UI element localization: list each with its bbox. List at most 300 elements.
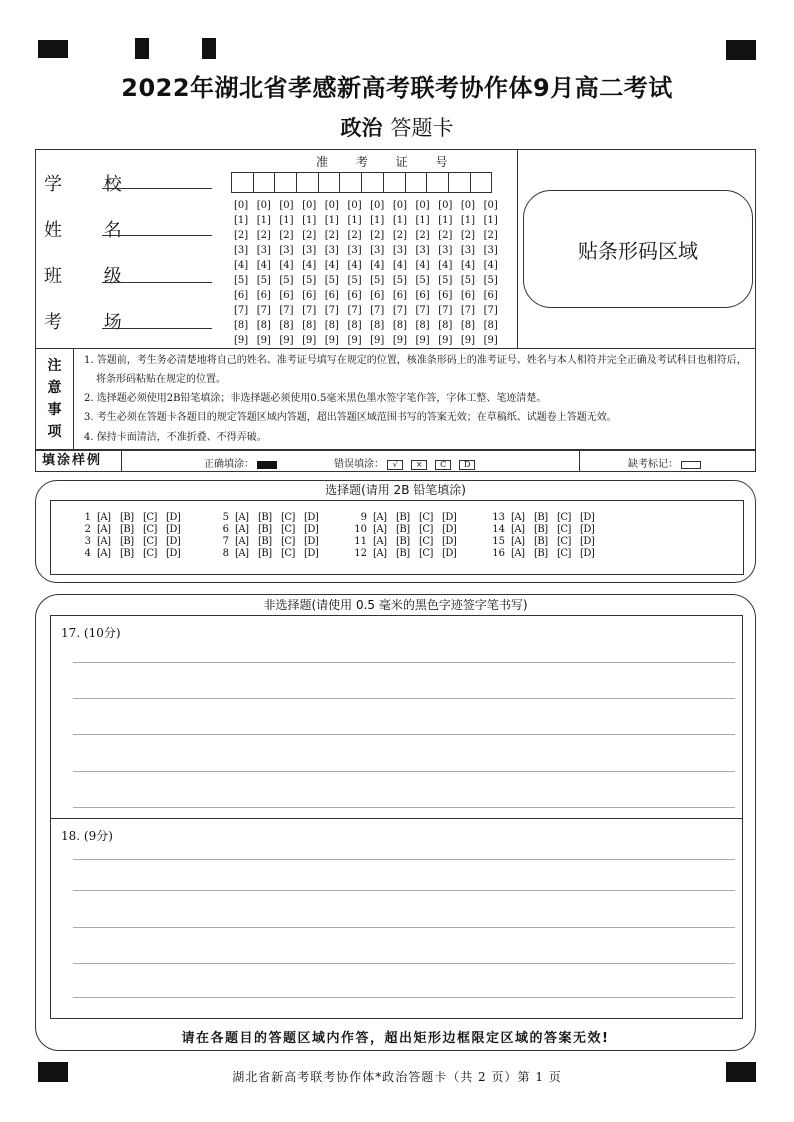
choice-question [71, 548, 209, 560]
choice-bubble[interactable]: [B] [258, 536, 272, 547]
question-number: 15 [492, 536, 505, 547]
digit-bubble[interactable]: [1] [302, 215, 317, 226]
digit-bubble[interactable]: [1] [460, 215, 476, 226]
digit-bubble[interactable]: [5] [460, 275, 476, 286]
choice-bubble[interactable]: [C] [419, 548, 433, 559]
choice-bubble[interactable]: [D] [166, 548, 181, 559]
digit-bubble[interactable]: [3] [347, 245, 362, 256]
choice-bubble[interactable]: [C] [557, 536, 571, 547]
exam-id-cell[interactable] [361, 172, 384, 193]
choice-bubble[interactable]: [B] [534, 524, 548, 535]
cross-mark-icon: × [411, 460, 427, 470]
question-number: 13 [492, 512, 505, 523]
digit-bubble[interactable]: [4] [483, 260, 498, 271]
digit-bubble[interactable]: [3] [392, 245, 407, 256]
choice-bubble[interactable]: [A] [97, 524, 111, 535]
choice-question [347, 536, 485, 548]
digit-bubble[interactable]: [7] [234, 305, 249, 316]
choice-bubble[interactable]: [C] [557, 548, 571, 559]
class-field[interactable] [102, 282, 212, 283]
choice-bubble[interactable]: [B] [396, 536, 410, 547]
choice-bubble[interactable]: [C] [281, 524, 295, 535]
question-number: 5 [222, 512, 229, 523]
note-item: 3. 考生必须在答题卡各题目的规定答题区域内答题，超出答题区域范围书写的答案无效；在草稿纸、试题卷上答题无效。 [84, 412, 617, 423]
exam-id-cells[interactable] [232, 172, 492, 193]
digit-row [234, 288, 506, 303]
half-mark-icon: D [459, 460, 475, 470]
check-mark-icon: √ [387, 460, 403, 470]
choice-bubble[interactable]: [B] [120, 512, 134, 523]
choice-question [71, 536, 209, 548]
correct-fill-sample [204, 455, 277, 470]
digit-bubble[interactable]: [3] [460, 245, 476, 256]
digit-bubble[interactable]: [4] [256, 260, 271, 271]
digit-bubble[interactable]: [9] [483, 335, 498, 346]
wrong-fill-sample [334, 455, 483, 470]
digit-bubble[interactable]: [2] [370, 230, 385, 241]
multiple-choice-section [35, 480, 756, 583]
choice-bubble[interactable]: [D] [166, 524, 181, 535]
digit-bubble[interactable]: [9] [438, 335, 453, 346]
digit-row [234, 303, 506, 318]
missing-mark-label: 缺考标记： [628, 459, 678, 470]
choice-bubble[interactable]: [C] [143, 536, 157, 547]
digit-bubble[interactable]: [4] [415, 260, 430, 271]
choice-bubble[interactable]: [A] [373, 548, 387, 559]
digit-bubble[interactable]: [9] [324, 335, 339, 346]
choice-question [485, 524, 623, 536]
choice-bubble[interactable]: [D] [304, 548, 319, 559]
digit-bubble[interactable]: [3] [324, 245, 339, 256]
digit-bubble[interactable]: [7] [302, 305, 317, 316]
digit-bubble[interactable]: [5] [370, 275, 385, 286]
digit-row [234, 243, 506, 258]
choice-bubble[interactable]: [D] [442, 512, 457, 523]
choice-bubble[interactable]: [D] [304, 536, 319, 547]
digit-bubble[interactable]: [3] [234, 245, 249, 256]
choice-bubble[interactable]: [C] [419, 524, 433, 535]
choice-row [71, 512, 623, 524]
exam-id-cell[interactable] [296, 172, 319, 193]
digit-row [234, 273, 506, 288]
choice-bubble[interactable]: [C] [281, 536, 295, 547]
question-18-area[interactable] [51, 819, 742, 1019]
choice-bubble[interactable]: [B] [120, 536, 134, 547]
exam-id-digit-grid[interactable] [234, 198, 506, 348]
notes-heading [36, 349, 74, 449]
choice-question [71, 524, 209, 536]
exam-id-cell[interactable] [405, 172, 428, 193]
choice-bubble[interactable]: [D] [442, 536, 457, 547]
digit-bubble[interactable]: [9] [460, 335, 476, 346]
digit-bubble[interactable]: [5] [279, 275, 294, 286]
digit-bubble[interactable]: [8] [347, 320, 362, 331]
digit-bubble[interactable]: [3] [438, 245, 453, 256]
positioning-mark [135, 38, 149, 59]
question-number: 14 [492, 524, 505, 535]
choice-question [485, 512, 623, 524]
choice-bubble[interactable]: [A] [511, 512, 525, 523]
note-item: 4. 保持卡面清洁，不准折叠、不得弄破。 [84, 432, 267, 443]
digit-bubble[interactable]: [0] [438, 200, 453, 211]
digit-bubble[interactable]: [5] [234, 275, 249, 286]
question-number: 6 [222, 524, 229, 535]
choice-bubble[interactable]: [B] [258, 548, 272, 559]
digit-row [234, 333, 506, 348]
digit-bubble[interactable]: [7] [415, 305, 430, 316]
digit-bubble[interactable]: [9] [370, 335, 385, 346]
barcode-area: 贴条形码区域 [523, 190, 753, 308]
digit-bubble[interactable]: [2] [324, 230, 339, 241]
answer-line [73, 698, 735, 699]
choice-bubble[interactable]: [D] [580, 524, 595, 535]
question-number: 7 [222, 536, 229, 547]
digit-bubble[interactable]: [2] [302, 230, 317, 241]
digit-bubble[interactable]: [5] [415, 275, 430, 286]
choice-bubble[interactable]: [A] [97, 536, 111, 547]
digit-bubble[interactable]: [1] [347, 215, 362, 226]
wrong-fill-label: 错误填涂： [334, 459, 384, 470]
digit-bubble[interactable]: [2] [392, 230, 407, 241]
choice-bubble[interactable]: [A] [511, 524, 525, 535]
divider [517, 150, 518, 348]
choice-bubble[interactable]: [B] [534, 548, 548, 559]
digit-bubble[interactable]: [6] [279, 290, 294, 301]
answer-line [73, 807, 735, 808]
digit-bubble[interactable]: [4] [347, 260, 362, 271]
digit-bubble[interactable]: [6] [256, 290, 271, 301]
digit-bubble[interactable]: [1] [279, 215, 294, 226]
digit-bubble[interactable]: [2] [438, 230, 453, 241]
fill-sample-heading: 填涂样例 [36, 451, 122, 471]
digit-bubble[interactable]: [7] [324, 305, 339, 316]
digit-bubble[interactable]: [6] [347, 290, 362, 301]
digit-bubble[interactable]: [5] [392, 275, 407, 286]
digit-bubble[interactable]: [7] [256, 305, 271, 316]
digit-bubble[interactable]: [7] [370, 305, 385, 316]
digit-bubble[interactable]: [6] [234, 290, 249, 301]
digit-bubble[interactable]: [3] [483, 245, 498, 256]
digit-bubble[interactable]: [7] [347, 305, 362, 316]
digit-bubble[interactable]: [0] [234, 200, 249, 211]
digit-bubble[interactable]: [9] [256, 335, 271, 346]
choice-bubble[interactable]: [C] [557, 524, 571, 535]
digit-bubble[interactable]: [3] [415, 245, 430, 256]
digit-bubble[interactable]: [4] [234, 260, 249, 271]
choice-bubble[interactable]: [A] [97, 512, 111, 523]
digit-bubble[interactable]: [1] [438, 215, 453, 226]
digit-bubble[interactable]: [6] [392, 290, 407, 301]
exam-id-cell[interactable] [231, 172, 254, 193]
digit-bubble[interactable]: [0] [347, 200, 362, 211]
digit-bubble[interactable]: [6] [302, 290, 317, 301]
digit-bubble[interactable]: [3] [302, 245, 317, 256]
digit-bubble[interactable]: [8] [438, 320, 453, 331]
digit-bubble[interactable]: [6] [460, 290, 476, 301]
positioning-mark [38, 40, 68, 58]
choice-bubble[interactable]: [C] [557, 512, 571, 523]
exam-id-cell[interactable] [274, 172, 297, 193]
digit-bubble[interactable]: [1] [256, 215, 271, 226]
digit-bubble[interactable]: [5] [347, 275, 362, 286]
choice-bubble[interactable]: [C] [143, 548, 157, 559]
choice-row [71, 536, 623, 548]
question-number: 1 [84, 512, 91, 523]
exam-id-cell[interactable] [470, 172, 493, 193]
digit-bubble[interactable]: [1] [370, 215, 385, 226]
digit-bubble[interactable]: [7] [392, 305, 407, 316]
choice-bubble[interactable]: [D] [580, 548, 595, 559]
choice-bubble[interactable]: [A] [235, 524, 249, 535]
digit-bubble[interactable]: [4] [324, 260, 339, 271]
digit-bubble[interactable]: [9] [392, 335, 407, 346]
choice-bubble[interactable]: [D] [304, 524, 319, 535]
choice-bubble[interactable]: [C] [419, 536, 433, 547]
digit-bubble[interactable]: [5] [438, 275, 453, 286]
choice-bubble[interactable]: [B] [120, 524, 134, 535]
choice-bubble[interactable]: [A] [235, 512, 249, 523]
choice-question [71, 512, 209, 524]
name-label: 姓 名 [44, 220, 140, 241]
name-field[interactable] [102, 235, 212, 236]
digit-bubble[interactable]: [8] [392, 320, 407, 331]
choice-bubble[interactable]: [A] [511, 536, 525, 547]
missing-mark-box[interactable] [681, 461, 701, 469]
page-subtitle [0, 112, 794, 142]
exam-id-cell[interactable] [448, 172, 471, 193]
question-number: 9 [360, 512, 367, 523]
choice-question [209, 512, 347, 524]
digit-bubble[interactable]: [2] [415, 230, 430, 241]
digit-bubble[interactable]: [2] [460, 230, 476, 241]
choice-row [71, 548, 623, 560]
choice-bubble[interactable]: [B] [396, 512, 410, 523]
choice-bubble[interactable]: [D] [580, 512, 595, 523]
digit-bubble[interactable]: [6] [483, 290, 498, 301]
choice-question [485, 548, 623, 560]
digit-bubble[interactable]: [7] [483, 305, 498, 316]
digit-bubble[interactable]: [2] [347, 230, 362, 241]
digit-row [234, 258, 506, 273]
digit-bubble[interactable]: [1] [483, 215, 498, 226]
page-title: 2022年湖北省孝感新高考联考协作体9月高二考试 [121, 74, 673, 102]
digit-bubble[interactable]: [9] [234, 335, 249, 346]
digit-bubble[interactable]: [8] [483, 320, 498, 331]
answer-line [73, 662, 735, 663]
page-footer: 湖北省新高考联考协作体*政治答题卡（共 2 页）第 1 页 [232, 1070, 562, 1084]
digit-bubble[interactable]: [8] [370, 320, 385, 331]
question-number: 16 [492, 548, 505, 559]
digit-bubble[interactable]: [7] [279, 305, 294, 316]
digit-bubble[interactable]: [4] [460, 260, 476, 271]
digit-bubble[interactable]: [9] [302, 335, 317, 346]
notes-heading-char: 项 [47, 424, 62, 440]
note-item: 1. 答题前，考生务必清楚地将自己的姓名、准考证号填写在规定的位置，核准条形码上的准考证号、姓名与本人相符并完全正确及考试科目也相符后，将条形码粘贴在规定的位置。 [84, 355, 747, 385]
digit-bubble[interactable]: [0] [370, 200, 385, 211]
choice-bubble[interactable]: [D] [166, 536, 181, 547]
choice-bubble[interactable]: [B] [120, 548, 134, 559]
digit-bubble[interactable]: [0] [392, 200, 407, 211]
choice-question [209, 548, 347, 560]
digit-bubble[interactable]: [8] [415, 320, 430, 331]
digit-bubble[interactable]: [5] [256, 275, 271, 286]
notes-heading-char: 注 [47, 358, 62, 374]
school-label: 学 校 [44, 174, 140, 195]
choice-bubble[interactable]: [A] [235, 548, 249, 559]
answer-line [73, 771, 735, 772]
notes-box [35, 349, 756, 450]
non-choice-section [35, 594, 756, 1051]
digit-bubble[interactable]: [9] [279, 335, 294, 346]
positioning-mark [202, 38, 216, 59]
choice-bubble[interactable]: [D] [442, 548, 457, 559]
choice-bubble[interactable]: [B] [258, 524, 272, 535]
choice-bubble[interactable]: [C] [143, 512, 157, 523]
digit-bubble[interactable]: [4] [302, 260, 317, 271]
choice-bubble[interactable]: [D] [442, 524, 457, 535]
digit-bubble[interactable]: [0] [279, 200, 294, 211]
exam-room-field[interactable] [102, 328, 212, 329]
digit-bubble[interactable]: [2] [234, 230, 249, 241]
digit-bubble[interactable]: [4] [392, 260, 407, 271]
digit-bubble[interactable]: [3] [256, 245, 271, 256]
question-number: 10 [354, 524, 367, 535]
digit-bubble[interactable]: [7] [438, 305, 453, 316]
digit-bubble[interactable]: [0] [415, 200, 430, 211]
choice-bubble[interactable]: [D] [304, 512, 319, 523]
exam-id-cell[interactable] [383, 172, 406, 193]
fill-sample-box [35, 450, 756, 472]
choice-bubble[interactable]: [B] [258, 512, 272, 523]
digit-bubble[interactable]: [8] [302, 320, 317, 331]
correct-fill-label: 正确填涂： [204, 459, 254, 470]
choice-question [209, 536, 347, 548]
answer-line [73, 963, 735, 964]
notes-heading-char: 事 [47, 402, 62, 418]
digit-row [234, 318, 506, 333]
digit-bubble[interactable]: [8] [279, 320, 294, 331]
choice-question [209, 524, 347, 536]
digit-bubble[interactable]: [8] [234, 320, 249, 331]
question-number: 4 [84, 548, 91, 559]
digit-bubble[interactable]: [1] [392, 215, 407, 226]
digit-bubble[interactable]: [8] [460, 320, 476, 331]
answer-line [73, 890, 735, 891]
digit-row [234, 198, 506, 213]
digit-bubble[interactable]: [6] [415, 290, 430, 301]
exam-id-cell[interactable] [318, 172, 341, 193]
choice-bubble[interactable]: [C] [281, 512, 295, 523]
exam-id-cell[interactable] [426, 172, 449, 193]
digit-bubble[interactable]: [2] [256, 230, 271, 241]
choice-bubble[interactable]: [A] [373, 536, 387, 547]
question-number: 2 [84, 524, 91, 535]
digit-bubble[interactable]: [8] [256, 320, 271, 331]
digit-bubble[interactable]: [3] [370, 245, 385, 256]
choice-bubble[interactable]: [D] [166, 512, 181, 523]
choice-bubble[interactable]: [B] [534, 512, 548, 523]
choice-bubble[interactable]: [B] [396, 524, 410, 535]
digit-bubble[interactable]: [0] [324, 200, 339, 211]
missing-mark-sample [628, 455, 701, 470]
choice-row [71, 524, 623, 536]
choice-question [347, 548, 485, 560]
digit-bubble[interactable]: [6] [324, 290, 339, 301]
digit-bubble[interactable]: [4] [279, 260, 294, 271]
digit-bubble[interactable]: [5] [324, 275, 339, 286]
divider [579, 451, 580, 471]
digit-bubble[interactable]: [7] [460, 305, 476, 316]
positioning-mark [726, 40, 756, 60]
choice-bubble[interactable]: [D] [580, 536, 595, 547]
answer-line [73, 734, 735, 735]
question-number: 3 [84, 536, 91, 547]
choice-bubble[interactable]: [B] [534, 536, 548, 547]
choice-bubble[interactable]: [A] [97, 548, 111, 559]
exam-room-label: 考 场 [44, 312, 140, 333]
digit-bubble[interactable]: [0] [302, 200, 317, 211]
choice-question [347, 524, 485, 536]
notes-heading-char: 意 [47, 380, 62, 396]
answer-line [73, 927, 735, 928]
choice-bubble[interactable]: [A] [511, 548, 525, 559]
digit-row [234, 213, 506, 228]
answer-area [50, 615, 743, 1019]
digit-bubble[interactable]: [4] [438, 260, 453, 271]
digit-bubble[interactable]: [1] [415, 215, 430, 226]
filled-mark-icon [257, 461, 277, 469]
choice-bubble[interactable]: [A] [373, 524, 387, 535]
digit-bubble[interactable]: [3] [279, 245, 294, 256]
digit-bubble[interactable]: [0] [483, 200, 498, 211]
digit-bubble[interactable]: [6] [370, 290, 385, 301]
choice-bubble[interactable]: [A] [235, 536, 249, 547]
choice-bubble[interactable]: [A] [373, 512, 387, 523]
choice-bubble[interactable]: [C] [143, 524, 157, 535]
multiple-choice-grid [50, 500, 744, 575]
choice-bubble[interactable]: [C] [419, 512, 433, 523]
digit-bubble[interactable]: [1] [234, 215, 249, 226]
digit-bubble[interactable]: [5] [483, 275, 498, 286]
exam-id-title: 准 考 证 号 [316, 155, 460, 169]
multiple-choice-title: 选择题(请用 2B 铅笔填涂) [325, 483, 466, 497]
digit-bubble[interactable]: [1] [324, 215, 339, 226]
choice-bubble[interactable]: [C] [281, 548, 295, 559]
answer-area-warning: 请在各题目的答题区域内作答，超出矩形边框限定区域的答案无效! [181, 1031, 610, 1046]
digit-bubble[interactable]: [4] [370, 260, 385, 271]
digit-bubble[interactable]: [0] [460, 200, 476, 211]
choice-bubble[interactable]: [B] [396, 548, 410, 559]
note-item: 2. 选择题必须使用2B铅笔填涂；非选择题必须使用0.5毫米黑色墨水签字笔作答，字体工整、笔迹清楚。 [84, 393, 547, 404]
digit-bubble[interactable]: [9] [415, 335, 430, 346]
digit-bubble[interactable]: [5] [302, 275, 317, 286]
digit-bubble[interactable]: [2] [483, 230, 498, 241]
digit-bubble[interactable]: [6] [438, 290, 453, 301]
digit-bubble[interactable]: [9] [347, 335, 362, 346]
choice-question [347, 512, 485, 524]
digit-row [234, 228, 506, 243]
question-number: 8 [222, 548, 229, 559]
card-type-label: 答题卡 [390, 116, 454, 140]
exam-id-cell[interactable] [253, 172, 276, 193]
question-17-area[interactable] [51, 616, 742, 818]
exam-id-cell[interactable] [339, 172, 362, 193]
digit-bubble[interactable]: [8] [324, 320, 339, 331]
digit-bubble[interactable]: [0] [256, 200, 271, 211]
school-field[interactable] [102, 188, 212, 189]
answer-line [73, 859, 735, 860]
digit-bubble[interactable]: [2] [279, 230, 294, 241]
